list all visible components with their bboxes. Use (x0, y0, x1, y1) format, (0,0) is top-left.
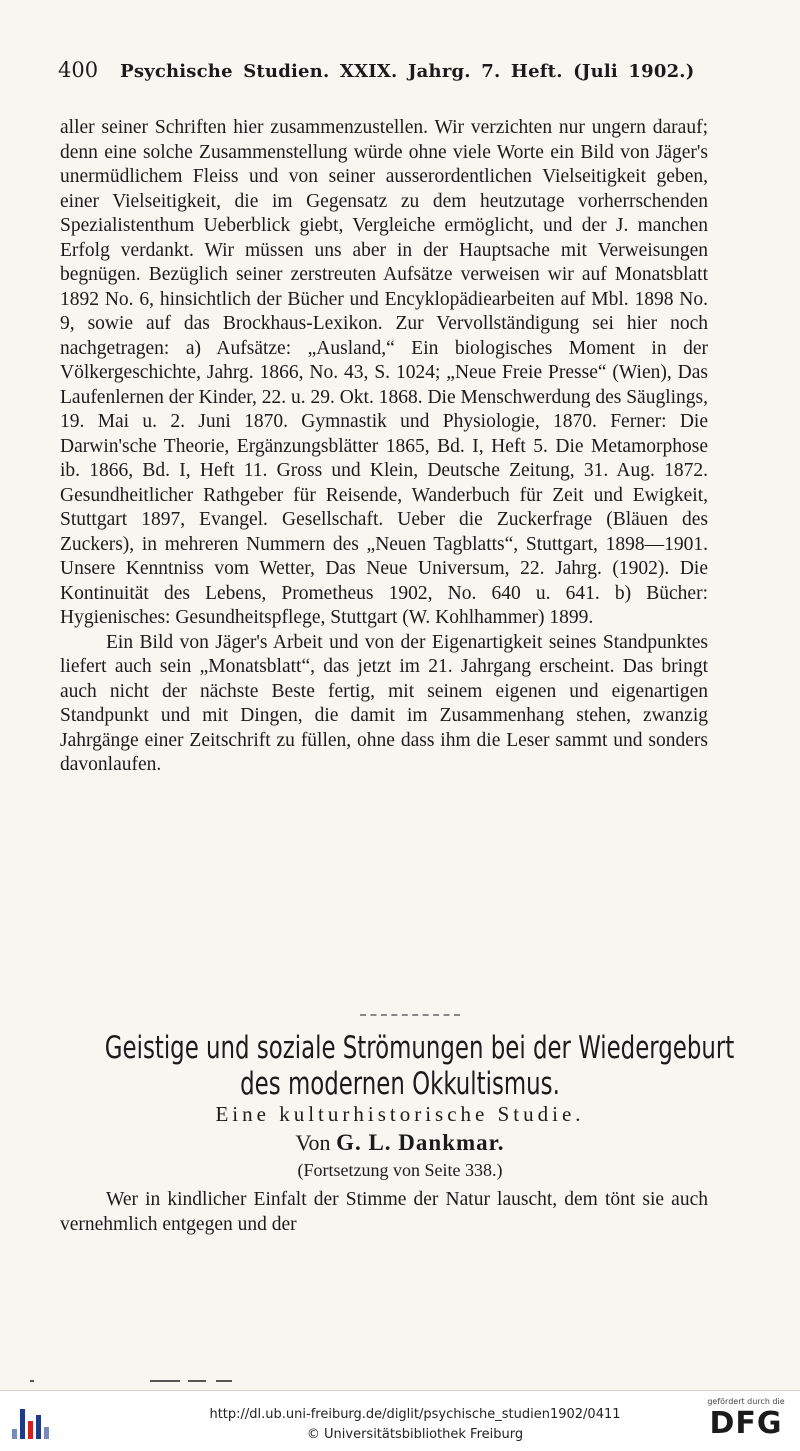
article-subtitle: Eine kulturhistorische Studie. (215, 1102, 585, 1126)
byline-von: Von (295, 1130, 331, 1155)
dfg-logo[interactable] (704, 1397, 788, 1447)
dfg-logo-text: DFG (709, 1406, 783, 1441)
paragraph-2: Ein Bild von Jäger's Arbeit und von der Eigenartigkeit seines Standpunktes liefert auch sein „Monatsblatt“, das jetzt im 21. Jahrgang erscheint. Das bringt auch nicht der nächste Beste fertig, mit seinem eigenen und eigenartigen Standpunkt und mit Dingen, die damit im Zusammenhang stehen, zwanzig Jahrgänge einer Zeitschrift zu füllen, ohne dass ihm die Leser sammt und sonders davonlaufen. (60, 631, 708, 775)
paragraph-1: aller seiner Schriften hier zusammenzustellen. Wir verzichten nur ungern darauf; denn eine solche Zusammenstellung würde ohne viele Worte ein Bild von Jäger's unermüdlichem Fleiss und von seiner ausserordentlichen Vielseitigkeit geben, einer Vielseitigkeit, die im Gegensatz zu dem heutzutage vorherrschenden Spezialistenthum Ueberblick giebt, Vergleiche ermöglicht, und der J. manchen Erfolg verdankt. Wir müssen uns aber in der Hauptsache mit Verweisungen begnügen. Bezüglich seiner zerstreuten Aufsätze verweisen wir auf Monatsblatt 1892 No. 6, hinsichtlich der Bücher und Encyklopädiearbeiten auf Mbl. 1898 No. 9, sowie auf das Brockhaus-Lexikon. Zur Vervollständigung sei hier noch nachgetragen: a) Aufsätze: „Ausland,“ Ein biologisches Moment in der Völkergeschichte, Jahrg. 1866, No. 43, S. 1024; „Neue Freie Presse“ (Wien), Das Laufenlernen der Kinder, 22. u. 29. Okt. 1868. Die Menschwerdung des Säuglings, 19. Mai u. 2. Juni 1870. Gymnastik und Physiologie, 1870. Ferner: Die Darwin'sche Theorie, Ergänzungsblätter 1865, Bd. I, Heft 5. Die Metamorphose ib. 1866, Bd. I, Heft 11. Gross und Klein, Deutsche Zeitung, 31. Aug. 1872. Gesundheitlicher Rathgeber für Reisende, Wanderbuch für Zeit und Ewigkeit, Stuttgart 1897, Evangel. Gesellschaft. Ueber die Zuckerfrage (Bläuen des Zuckers), in mehreren Nummern des „Neuen Tagblatts“, Stuttgart, 1898—1901. Unsere Kenntniss vom Wetter, Das Neue Universum, 22. Jahrg. (1902). Die Kontinuität des Lebens, Prometheus 1902, No. 640 u. 641. b) Bücher: Hygienisches: Gesundheitspflege, Stuttgart (W. Kohlhammer) 1899. (60, 117, 708, 628)
page-header (58, 58, 708, 92)
section-separator (360, 1014, 460, 1018)
permalink-url[interactable]: http://dl.ub.uni-freiburg.de/diglit/psychische_studien1902/0411 (209, 1407, 621, 1422)
copyright-notice: © Universitätsbibliothek Freiburg (306, 1427, 524, 1442)
article-title-line-1: Geistige und soziale Strömungen bei der Wiedergeburt (104, 1030, 735, 1066)
running-title: Psychische Studien. XXIX. Jahrg. 7. Heft. (Juli 1902.) (120, 61, 695, 82)
article-opening-paragraph: Wer in kindlicher Einfalt der Stimme der Natur lauscht, dem tönt sie auch vernehmlich entgegen und der (60, 1189, 708, 1235)
scan-edge-marks (0, 1376, 800, 1386)
continuation-note: (Fortsetzung von Seite 338.) (297, 1160, 503, 1180)
article-title-line-2: des modernen Okkultismus. (240, 1066, 560, 1102)
viewer-footer (0, 1390, 800, 1451)
article-title (40, 1030, 760, 1102)
article-byline (60, 1130, 740, 1156)
body-text-article (60, 1188, 708, 1237)
body-text-top (60, 116, 708, 778)
page-number: 400 (58, 58, 99, 82)
byline-author: G. L. Dankmar. (336, 1130, 505, 1155)
ub-freiburg-logo-icon[interactable] (12, 1405, 52, 1439)
dfg-tagline: gefördert durch die (707, 1397, 785, 1406)
